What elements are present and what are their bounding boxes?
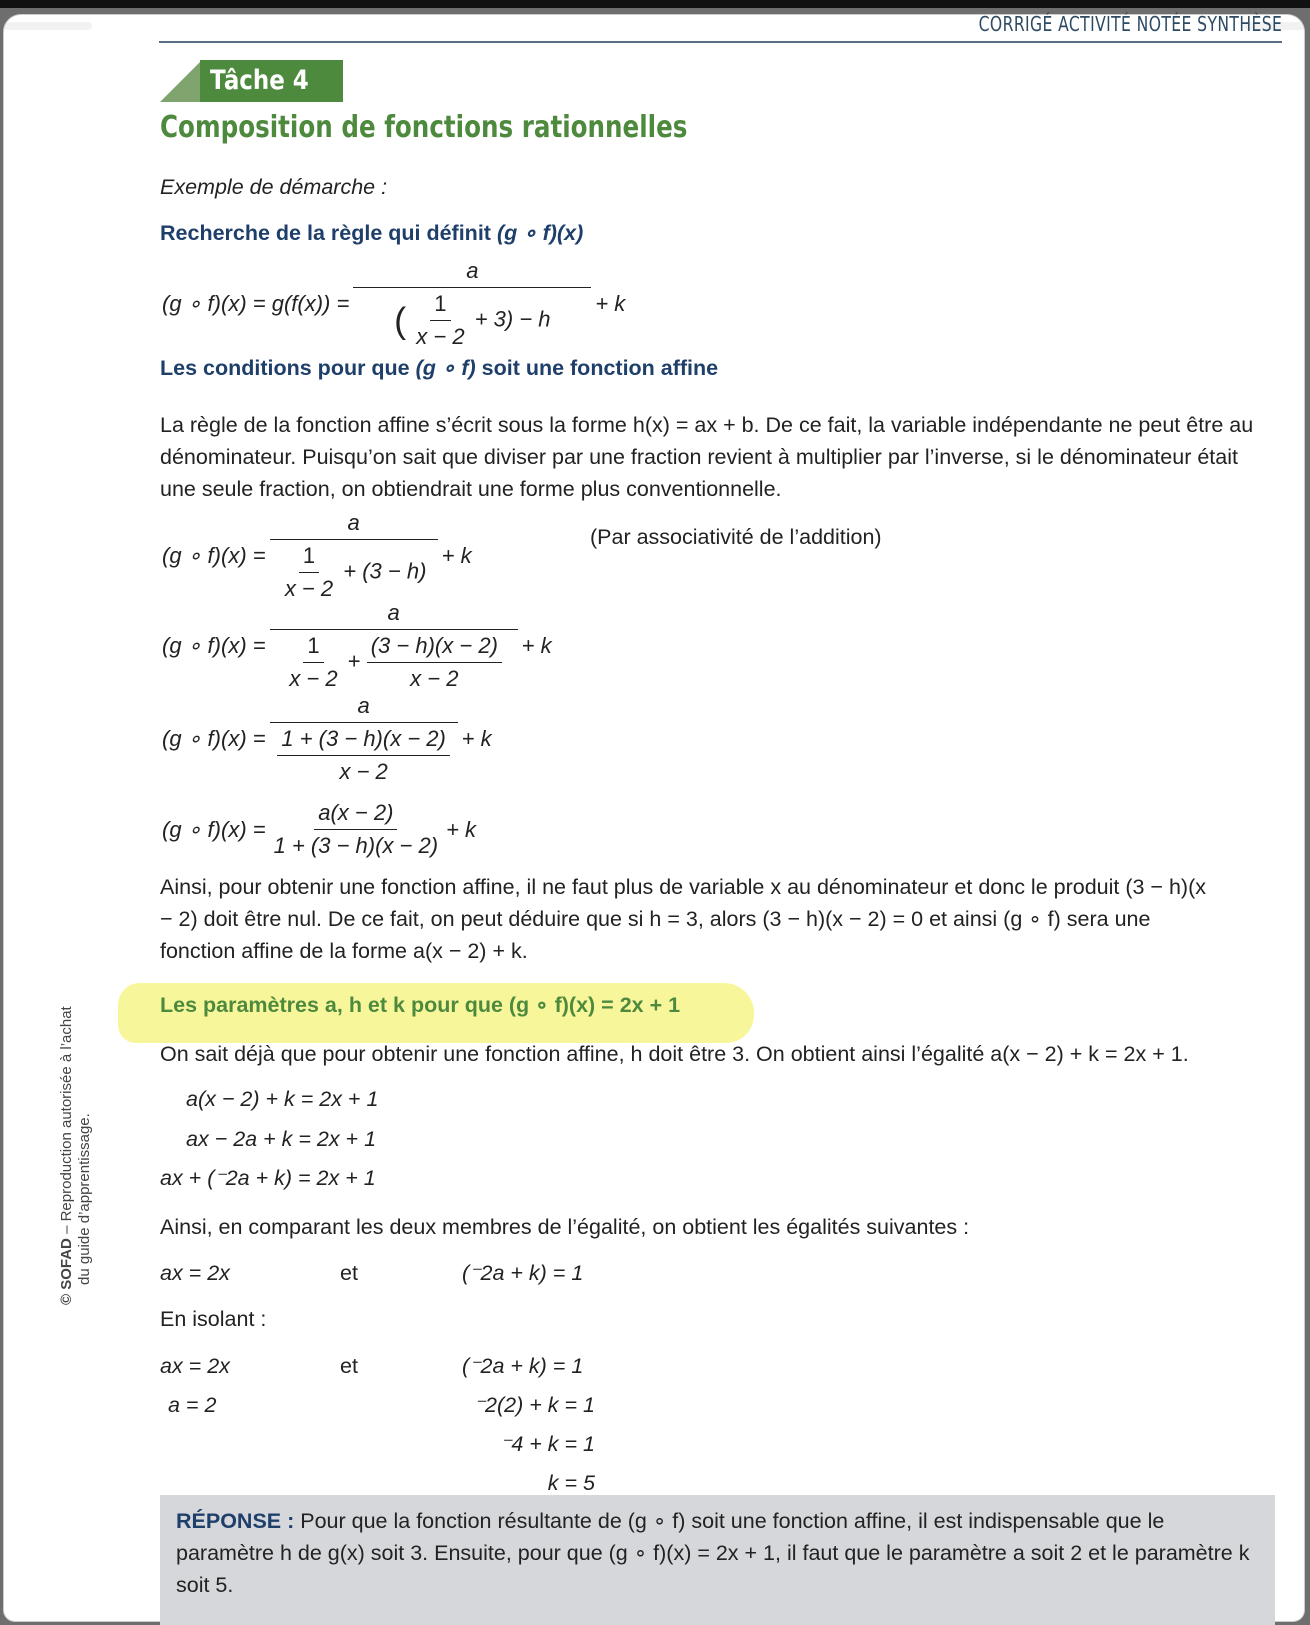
den-frac-num: 1 + (3 − h)(x − 2)	[277, 726, 449, 756]
section1-heading-math: (g ∘ f)(x)	[496, 221, 584, 245]
den-fraction	[277, 726, 449, 785]
answer-box	[160, 1495, 1275, 1625]
task-label: Tâche 4	[210, 65, 309, 96]
pair2-left: ax = 2x	[160, 1354, 230, 1378]
section1-heading	[160, 221, 583, 246]
step-tail: + k	[461, 726, 492, 751]
eq-tail: + k	[595, 291, 626, 316]
step-tail: + k	[441, 543, 472, 568]
step-fraction	[270, 693, 458, 785]
step-fraction	[270, 510, 438, 602]
section3-heading: Les paramètres a, h et k pour que (g ∘ f)(x) = 2x + 1	[160, 993, 681, 1017]
eq-lhs: (g ∘ f)(x) = g(f(x)) =	[162, 291, 350, 316]
section1-heading-text: Recherche de la règle qui définit	[160, 221, 497, 245]
step-2	[160, 600, 554, 692]
inner-fraction	[412, 291, 468, 350]
isolate-label: En isolant :	[160, 1307, 267, 1331]
den-fraction-2	[367, 633, 502, 692]
pair1-right: (⁻2a + k) = 1	[462, 1261, 584, 1285]
window-top-bar	[0, 0, 1310, 8]
task-badge	[200, 60, 343, 102]
den-fraction	[281, 543, 337, 602]
step-fraction	[270, 600, 518, 692]
section2-heading	[160, 356, 718, 381]
step-denominator	[281, 630, 506, 692]
eq-denominator	[390, 288, 554, 350]
step-numerator: a(x − 2)	[314, 800, 397, 830]
den-rest: + (3 − h)	[343, 558, 427, 584]
step-lhs: (g ∘ f)(x) =	[162, 816, 266, 842]
k-step-1: ⁻2(2) + k = 1	[473, 1393, 595, 1417]
den-rest: + 3) − h	[474, 306, 551, 332]
step-denominator: 1 + (3 − h)(x − 2)	[273, 833, 439, 858]
den-frac-num: 1	[299, 543, 319, 573]
result-a: a = 2	[168, 1393, 217, 1417]
answer-text	[176, 1505, 1266, 1601]
step-3	[160, 693, 494, 785]
step-4	[160, 800, 478, 859]
pair1-left: ax = 2x	[160, 1261, 230, 1285]
copyright-note	[58, 1006, 94, 1305]
step-numerator: a	[270, 510, 438, 540]
step-1	[160, 510, 474, 602]
section2-paragraph: La règle de la fonction affine s’écrit sous la forme h(x) = ax + b. De ce fait, la variable indépendante ne peut être au dénominateur. Puisqu’on sait que diviser par une fraction revient à multiplier par l’inverse, si le dénominateur était une seule fraction, on obtiendrait une forme plus conventionnelle.	[160, 413, 1254, 501]
inner-num: 1	[430, 291, 450, 321]
section2-heading-b: soit une fonction affine	[475, 356, 719, 380]
section2-conclusion: Ainsi, pour obtenir une fonction affine, il ne faut plus de variable x au dénominateur et donc le produit (3 − h)(x − 2) doit être nul. De ce fait, on peut déduire que si h = 3, alors (3 − h)(x − 2) = 0 et ainsi (g ∘ f) sera une fonction affine de la forme a(x − 2) + k.	[160, 875, 1206, 963]
step-lhs: (g ∘ f)(x) =	[162, 543, 266, 568]
den-plus: +	[347, 648, 361, 674]
step-tail: + k	[521, 633, 552, 658]
compare-text: Ainsi, en comparant les deux membres de l’égalité, on obtient les égalités suivantes :	[160, 1215, 970, 1239]
copyright-text-1: – Reproduction autorisée à l’achat	[58, 1006, 75, 1239]
eq-numerator: a	[353, 258, 591, 288]
associativity-note: (Par associativité de l’addition)	[590, 525, 882, 549]
step-lhs: (g ∘ f)(x) =	[162, 633, 266, 658]
pair1-mid: et	[340, 1261, 358, 1285]
step-numerator: a	[270, 600, 518, 630]
step-denominator	[277, 540, 431, 602]
derivation-line-2: ax − 2a + k = 2x + 1	[186, 1127, 377, 1151]
step-numerator: a	[270, 693, 458, 723]
answer-label: RÉPONSE :	[176, 1509, 295, 1533]
derivation-line-1: a(x − 2) + k = 2x + 1	[186, 1087, 379, 1111]
copyright-line-1	[58, 1006, 76, 1305]
den-frac-den: x − 2	[339, 759, 388, 784]
den-frac-den: x − 2	[289, 666, 338, 691]
step-tail: + k	[446, 816, 477, 842]
den-frac-num: 1	[303, 633, 323, 663]
copyright-line-2: du guide d’apprentissage.	[76, 1113, 93, 1285]
derivation-line-3: ax + (⁻2a + k) = 2x + 1	[160, 1166, 376, 1190]
step-fraction	[270, 800, 442, 859]
eq-fraction	[353, 258, 591, 350]
section2-heading-a: Les conditions pour que	[160, 356, 416, 380]
den-fraction-1	[285, 633, 341, 692]
header-rule	[159, 41, 1282, 43]
inner-den: x − 2	[416, 324, 465, 349]
section3-paragraph: On sait déjà que pour obtenir une fonction affine, h doit être 3. On obtient ainsi l’égalité a(x − 2) + k = 2x + 1.	[160, 1042, 1189, 1066]
answer-body: Pour que la fonction résultante de (g ∘ f) soit une fonction affine, il est indispensable que le paramètre h de g(x) soit 3. Ensuite, pour que (g ∘ f)(x) = 2x + 1, il faut que le paramètre a soit 2 et le paramètre k soit 5.	[176, 1509, 1250, 1597]
step-lhs: (g ∘ f)(x) =	[162, 726, 266, 751]
equation-composition	[160, 258, 627, 350]
den-frac2-num: (3 − h)(x − 2)	[367, 633, 502, 663]
step-denominator	[273, 723, 453, 785]
page-title: Composition de fonctions rationnelles	[160, 110, 688, 145]
paren-open: (	[394, 299, 407, 341]
header-title: CORRIGÉ ACTIVITÉ NOTÉE SYNTHÈSE	[978, 12, 1282, 36]
k-step-2: ⁻4 + k = 1	[499, 1432, 595, 1456]
k-step-3: k = 5	[547, 1471, 595, 1495]
intro-text: Exemple de démarche :	[160, 175, 388, 199]
tab-edge-left	[4, 22, 92, 30]
copyright-brand: © SOFAD	[58, 1238, 75, 1305]
pair2-mid: et	[340, 1354, 358, 1378]
task-badge-triangle	[160, 60, 202, 102]
den-frac2-den: x − 2	[410, 666, 459, 691]
section2-heading-math: (g ∘ f)	[415, 356, 476, 380]
den-frac-den: x − 2	[284, 576, 334, 601]
pair2-right: (⁻2a + k) = 1	[462, 1354, 584, 1378]
